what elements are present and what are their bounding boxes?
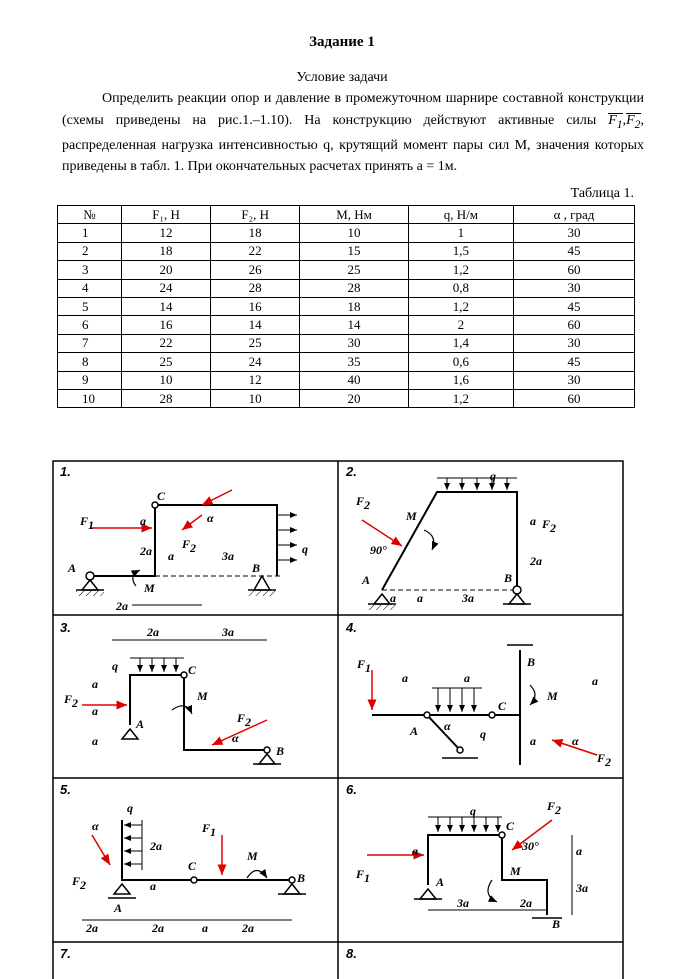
svg-text:q: q (480, 727, 486, 741)
col-header: F₂, Н (211, 206, 300, 224)
table-row (58, 316, 635, 334)
table-cell: 14 (122, 297, 211, 315)
table-cell: 1 (408, 224, 513, 242)
table-cell: 1,6 (408, 371, 513, 389)
svg-text:a: a (402, 671, 408, 685)
table-cell: 12 (211, 371, 300, 389)
svg-text:α: α (207, 511, 214, 525)
svg-text:2: 2 (605, 755, 611, 769)
table-cell: 16 (211, 297, 300, 315)
svg-text:F: F (182, 537, 191, 551)
svg-text:B: B (552, 917, 561, 931)
figure-number-1: 1. (60, 464, 71, 479)
table-row (58, 242, 635, 260)
svg-text:2a: 2a (116, 599, 128, 613)
svg-text:a: a (530, 514, 536, 528)
table-cell: 10 (58, 389, 122, 407)
table-cell: 1,2 (408, 297, 513, 315)
figure-number-8: 8. (346, 946, 357, 961)
svg-text:F: F (356, 867, 365, 881)
svg-text:C: C (188, 859, 197, 873)
svg-text:a: a (168, 549, 174, 563)
svg-text:A: A (436, 875, 445, 889)
table-cell: 24 (211, 353, 300, 371)
svg-text:3a: 3a (222, 625, 234, 639)
svg-text:B: B (252, 561, 261, 575)
problem-statement: Определить реакции опор и давление в промежуточном шарнире составной конструкции (схемы приведены на рис.1.–1.10). На конструкцию действуют активные силы $F_1,F_2$, распределенная нагрузка интенсивностью q, крутящий момент пары сил M, значения которых приведены в табл. 1. При окончательных расчетах принять a = 1м. (62, 91, 644, 175)
statement-part-2: , распределенная нагрузка интенсивностью q, крутящий момент пары сил M, значения которых приведены в табл. 1. При окончательных расчетах принять a = 1м. (62, 112, 644, 175)
svg-text:1: 1 (88, 518, 94, 532)
figure-number-2: 2. (346, 464, 357, 479)
svg-text:C: C (506, 819, 515, 833)
svg-text:3a: 3a (457, 896, 469, 910)
svg-text:a: a (92, 704, 98, 718)
svg-text:q: q (112, 659, 118, 673)
table-cell: 18 (300, 297, 409, 315)
svg-text:M: M (247, 849, 258, 863)
svg-text:F: F (597, 751, 606, 765)
table-cell: 16 (122, 316, 211, 334)
svg-text:30°: 30° (522, 839, 539, 853)
svg-text:a: a (140, 514, 146, 528)
table-cell: 10 (211, 389, 300, 407)
svg-text:1: 1 (364, 871, 370, 885)
svg-text:2: 2 (550, 521, 556, 535)
table-cell: 20 (122, 261, 211, 279)
table-cell: 14 (211, 316, 300, 334)
table-cell: 10 (300, 224, 409, 242)
svg-text:C: C (188, 663, 197, 677)
table-row (58, 224, 635, 242)
table-row (58, 334, 635, 352)
table-cell: 1 (58, 224, 122, 242)
svg-text:α: α (92, 819, 99, 833)
svg-text:C: C (157, 489, 166, 503)
svg-text:B: B (527, 655, 536, 669)
svg-text:a: a (592, 674, 598, 688)
svg-text:a: a (417, 591, 423, 605)
table-cell: 9 (58, 371, 122, 389)
svg-text:a: a (202, 921, 208, 935)
table-cell: 60 (513, 316, 634, 334)
table-cell: 30 (513, 371, 634, 389)
svg-text:α: α (572, 734, 579, 748)
svg-text:M: M (547, 689, 558, 703)
svg-text:2a: 2a (140, 544, 152, 558)
table-cell: 45 (513, 297, 634, 315)
svg-text:2a: 2a (150, 839, 162, 853)
svg-text:M: M (144, 581, 155, 595)
table-cell: 45 (513, 242, 634, 260)
table-cell: 30 (513, 334, 634, 352)
table-cell: 2 (58, 242, 122, 260)
table-cell: 1,2 (408, 389, 513, 407)
svg-text:2: 2 (80, 878, 86, 892)
scheme-4-labels (356, 655, 611, 769)
svg-text:M: M (406, 509, 417, 523)
svg-text:a: a (412, 844, 418, 858)
table-header-row (58, 206, 635, 224)
table-cell: 7 (58, 334, 122, 352)
svg-text:2a: 2a (152, 921, 164, 935)
svg-text:F: F (357, 657, 366, 671)
table-cell: 26 (211, 261, 300, 279)
section-subtitle: Условие задачи (296, 70, 388, 85)
svg-text:2: 2 (245, 715, 251, 729)
table-cell: 8 (58, 353, 122, 371)
col-header: М, Нм (300, 206, 409, 224)
svg-text:1: 1 (210, 825, 216, 839)
svg-text:A: A (114, 901, 123, 915)
scheme-6 (367, 817, 572, 918)
table-cell: 24 (122, 279, 211, 297)
svg-text:B: B (297, 871, 306, 885)
table-cell: 15 (300, 242, 409, 260)
table-cell: 35 (300, 353, 409, 371)
table-cell: 28 (300, 279, 409, 297)
figure-number-7: 7. (60, 946, 71, 961)
svg-text:F: F (202, 821, 211, 835)
svg-text:A: A (68, 561, 77, 575)
table-cell: 14 (300, 316, 409, 334)
table-row (58, 389, 635, 407)
force-f2-symbol: $F_2$ (626, 112, 641, 131)
svg-text:90°: 90° (370, 543, 387, 557)
page-title: Задание 1 (309, 34, 375, 50)
svg-text:q: q (490, 469, 496, 483)
table-cell: 18 (211, 224, 300, 242)
table-cell: 5 (58, 297, 122, 315)
scheme-4 (372, 645, 597, 765)
table-cell: 28 (211, 279, 300, 297)
table-cell: 3 (58, 261, 122, 279)
svg-text:a: a (150, 879, 156, 893)
table-row (58, 279, 635, 297)
table-cell: 30 (300, 334, 409, 352)
statement-part-1: Определить реакции опор и давление в промежуточном шарнире составной конструкции (схемы приведены на рис.1.–1.10). На конструкцию действуют активные силы (62, 91, 644, 128)
svg-text:F: F (64, 692, 73, 706)
table-row (58, 371, 635, 389)
col-header: α , град (513, 206, 634, 224)
table-cell: 20 (300, 389, 409, 407)
svg-text:F: F (237, 711, 246, 725)
svg-text:F: F (356, 494, 365, 508)
svg-text:2a: 2a (520, 896, 532, 910)
svg-text:F: F (72, 874, 81, 888)
table-cell: 30 (513, 279, 634, 297)
table-cell: 28 (122, 389, 211, 407)
svg-text:1: 1 (365, 661, 371, 675)
svg-text:a: a (390, 591, 396, 605)
table-row (58, 261, 635, 279)
scheme-3-labels (63, 625, 284, 758)
svg-text:2a: 2a (147, 625, 159, 639)
svg-text:2a: 2a (86, 921, 98, 935)
table-cell: 4 (58, 279, 122, 297)
svg-text:3a: 3a (222, 549, 234, 563)
table-cell: 40 (300, 371, 409, 389)
scheme-5-labels (71, 801, 305, 935)
table-caption: Таблица 1. (570, 186, 634, 201)
svg-text:2a: 2a (530, 554, 542, 568)
scheme-6-labels (355, 799, 588, 931)
svg-text:q: q (302, 542, 308, 556)
svg-text:M: M (510, 864, 521, 878)
figure-number-6: 6. (346, 782, 357, 797)
svg-text:a: a (92, 677, 98, 691)
figure-number-4: 4. (346, 620, 357, 635)
figure-number-3: 3. (60, 620, 71, 635)
table-cell: 25 (122, 353, 211, 371)
table-cell: 22 (122, 334, 211, 352)
table-cell: 12 (122, 224, 211, 242)
col-header: № (58, 206, 122, 224)
figure-number-5: 5. (60, 782, 71, 797)
force-f1-symbol: $F_1$ (608, 112, 623, 131)
table-row (58, 353, 635, 371)
svg-text:a: a (576, 844, 582, 858)
table-cell: 0,6 (408, 353, 513, 371)
svg-text:2: 2 (190, 541, 196, 555)
svg-text:a: a (530, 734, 536, 748)
table-cell: 6 (58, 316, 122, 334)
table-cell: 30 (513, 224, 634, 242)
figures-grid (52, 460, 624, 979)
table-cell: 25 (300, 261, 409, 279)
svg-text:q: q (127, 801, 133, 815)
svg-text:F: F (542, 517, 551, 531)
svg-text:2: 2 (72, 696, 78, 710)
col-header: F₁, Н (122, 206, 211, 224)
table-cell: 1,5 (408, 242, 513, 260)
svg-text:a: a (464, 671, 470, 685)
table-cell: 18 (122, 242, 211, 260)
svg-text:A: A (410, 724, 419, 738)
svg-text:q: q (470, 804, 476, 818)
svg-text:M: M (197, 689, 208, 703)
svg-text:3a: 3a (462, 591, 474, 605)
svg-text:α: α (444, 719, 451, 733)
table-cell: 1,4 (408, 334, 513, 352)
table-cell: 10 (122, 371, 211, 389)
table-cell: 45 (513, 353, 634, 371)
table-cell: 0,8 (408, 279, 513, 297)
svg-text:2: 2 (555, 803, 561, 817)
svg-text:3a: 3a (576, 881, 588, 895)
svg-text:A: A (136, 717, 145, 731)
table-cell: 2 (408, 316, 513, 334)
svg-text:2: 2 (364, 498, 370, 512)
svg-text:2a: 2a (242, 921, 254, 935)
table-cell: 22 (211, 242, 300, 260)
svg-text:B: B (276, 744, 285, 758)
svg-text:B: B (504, 571, 513, 585)
svg-text:α: α (232, 731, 239, 745)
svg-text:a: a (92, 734, 98, 748)
svg-text:F: F (80, 514, 89, 528)
table-cell: 25 (211, 334, 300, 352)
svg-text:F: F (547, 799, 556, 813)
col-header: q, Н/м (408, 206, 513, 224)
table-cell: 60 (513, 261, 634, 279)
data-table (57, 205, 635, 408)
scheme-2 (362, 478, 531, 610)
table-row (58, 297, 635, 315)
svg-text:C: C (498, 699, 507, 713)
svg-text:A: A (362, 573, 371, 587)
table-cell: 1,2 (408, 261, 513, 279)
table-cell: 60 (513, 389, 634, 407)
